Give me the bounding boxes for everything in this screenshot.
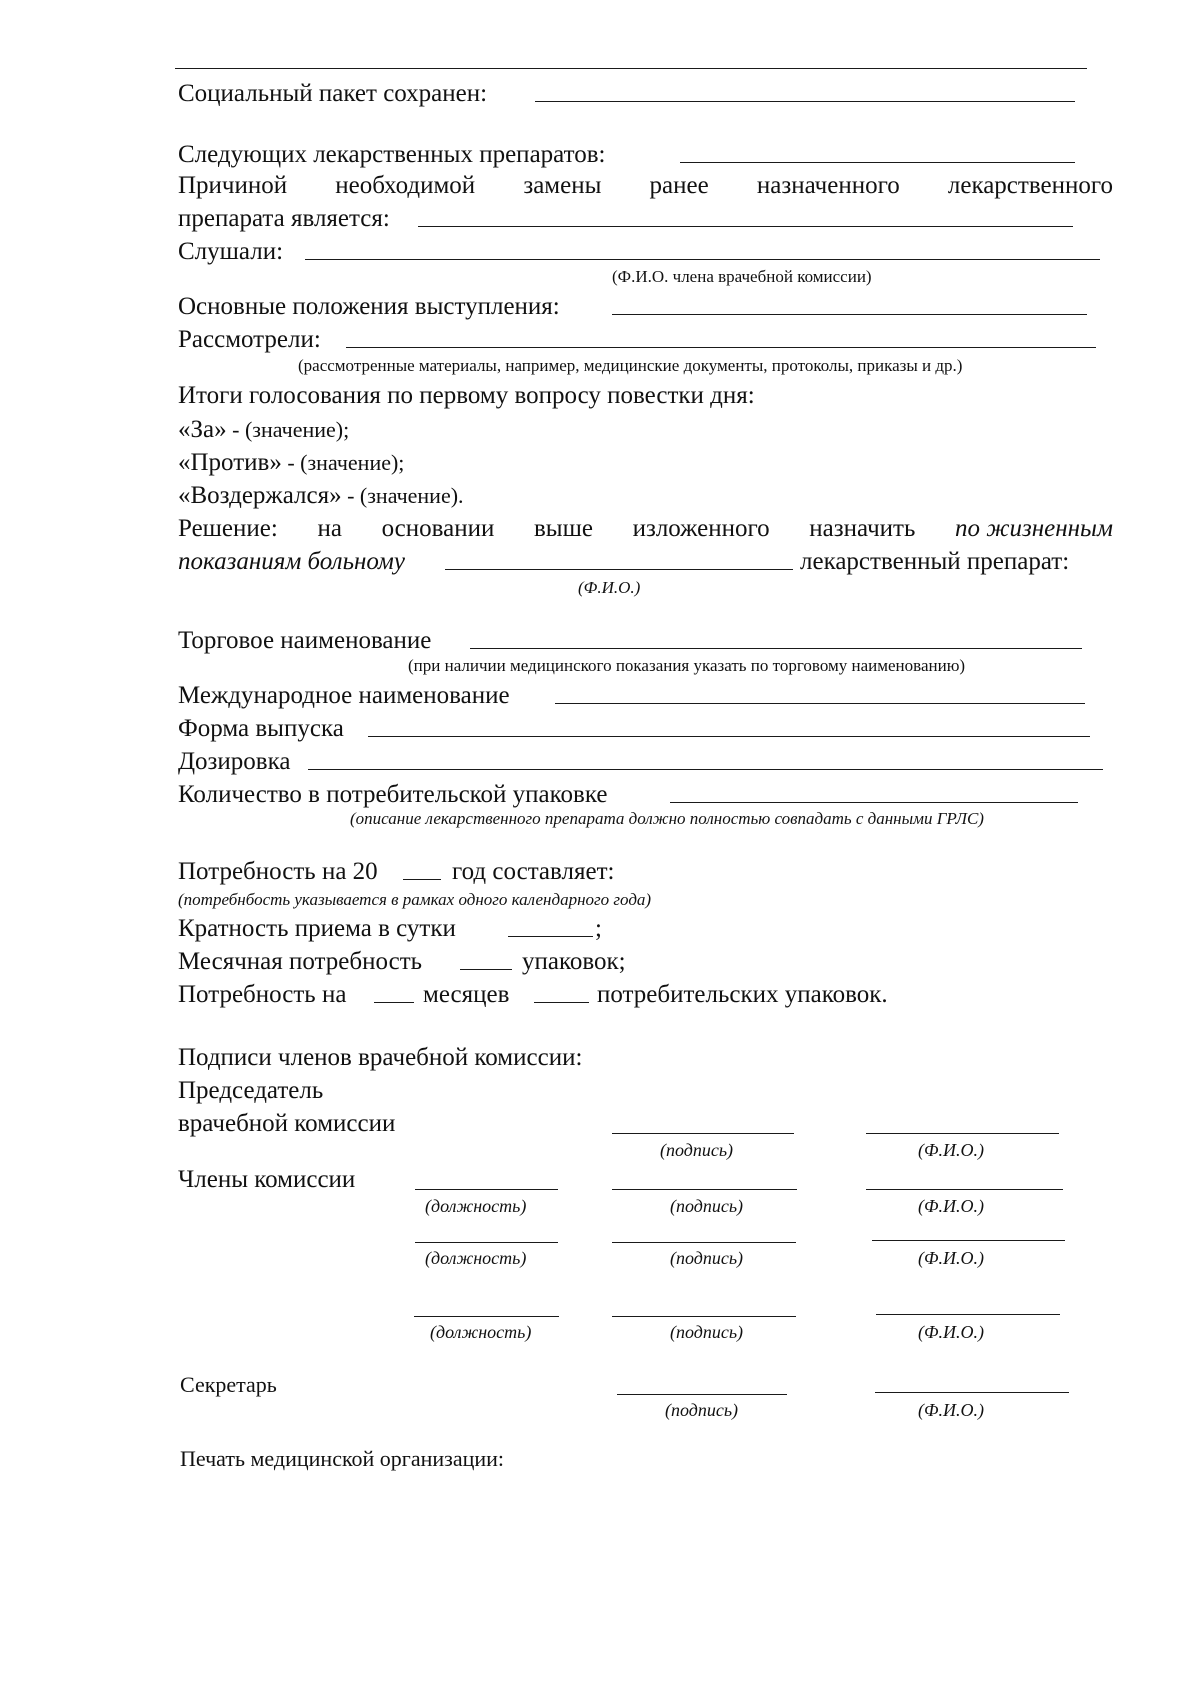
international-name-label: Международное наименование [178,682,510,709]
member-2-signature-caption: (подпись) [670,1248,744,1268]
need-caption: (потребнбость указывается в рамках одного календарного года) [178,890,652,909]
member-1-fio-caption: (Ф.И.О.) [918,1196,984,1216]
dosage-field[interactable] [308,769,1103,770]
daily-frequency-field[interactable] [508,936,593,937]
monthly-need-field[interactable] [460,969,512,970]
member-1-signature-field[interactable] [612,1189,797,1190]
decision-word: назначить [809,515,916,542]
reason-field[interactable] [418,226,1073,227]
considered-caption: (рассмотренные материалы, например, медицинские документы, протоколы, приказы и др.) [298,356,963,375]
vote-for-value: - (значение); [226,417,350,442]
considered-label: Рассмотрели: [178,326,321,353]
vote-for-label: «За» [178,416,227,443]
member-1-fio-field[interactable] [866,1189,1063,1190]
chairman-fio-caption: (Ф.И.О.) [918,1140,984,1160]
vote-abstain-line [178,481,464,511]
vote-abstain-value: - (значение). [341,483,464,508]
vote-against-label: «Против» [178,449,282,476]
package-quantity-field[interactable] [670,802,1078,803]
reason-word: назначенного [756,172,900,199]
decision-line-2-italic: показаниям больному [178,548,405,575]
decision-italic: по жизненным [954,515,1113,542]
description-caption: (описание лекарственного препарата должно полностью совпадать с данными ГРЛС) [350,809,984,828]
trade-name-label: Торговое наименование [178,627,432,654]
need-year-label-a: Потребность на 20 [178,858,378,885]
secretary-fio-field[interactable] [875,1392,1069,1393]
member-3-fio-field[interactable] [876,1314,1060,1315]
main-points-label: Основные положения выступления: [178,293,560,320]
reason-word: замены [523,172,602,199]
vote-against-line [178,448,404,478]
top-rule [175,68,1087,69]
need-months-label-c: потребительских упаковок. [597,981,888,1008]
trade-name-caption: (при наличии медицинского показания указать по торговому наименованию) [408,656,966,675]
decision-word: Решение: [178,515,278,542]
chairman-fio-field[interactable] [866,1133,1059,1134]
member-2-fio-field[interactable] [872,1240,1065,1241]
member-2-fio-caption: (Ф.И.О.) [918,1248,984,1268]
need-months-label-a: Потребность на [178,981,347,1008]
heard-caption: (Ф.И.О. члена врачебной комиссии) [612,267,872,286]
patient-fio-field[interactable] [445,569,793,570]
decision-line-2-end: лекарственный препарат: [800,548,1070,575]
heard-field[interactable] [305,259,1100,260]
reason-line-1 [178,171,1113,201]
trade-name-field[interactable] [470,648,1082,649]
decision-word: выше [534,515,593,542]
reason-word: лекарственного [947,172,1113,199]
packages-count-field[interactable] [534,1002,589,1003]
months-field[interactable] [374,1002,414,1003]
chairman-label-1: Председатель [178,1077,324,1104]
member-3-position-field[interactable] [414,1316,559,1317]
member-3-signature-field[interactable] [612,1316,796,1317]
member-1-position-caption: (должность) [425,1196,527,1216]
chairman-label-2: врачебной комиссии [178,1110,396,1137]
vote-abstain-label: «Воздержался» [178,482,342,509]
reason-word: необходимой [335,172,476,199]
need-year-label-b: год составляет: [452,858,615,885]
social-package-label: Социальный пакет сохранен: [178,80,488,107]
monthly-need-end: упаковок; [522,948,626,975]
voting-results-heading: Итоги голосования по первому вопросу повестки дня: [178,382,755,409]
secretary-label: Секретарь [180,1372,277,1397]
daily-frequency-label: Кратность приема в сутки [178,915,456,942]
heard-label: Слушали: [178,238,284,265]
considered-field[interactable] [346,347,1096,348]
member-3-position-caption: (должность) [430,1322,532,1342]
member-1-position-field[interactable] [415,1189,558,1190]
dosage-label: Дозировка [178,748,291,775]
year-field[interactable] [403,879,441,880]
reason-word: Причиной [178,172,288,199]
need-months-label-b: месяцев [423,981,510,1008]
international-name-field[interactable] [555,703,1085,704]
decision-word: изложенного [632,515,770,542]
secretary-fio-caption: (Ф.И.О.) [918,1400,984,1420]
member-3-fio-caption: (Ф.И.О.) [918,1322,984,1342]
vote-against-value: - (значение); [281,450,405,475]
seal-label: Печать медицинской организации: [180,1446,505,1471]
patient-fio-caption: (Ф.И.О.) [578,578,641,597]
release-form-field[interactable] [368,736,1090,737]
following-drugs-field[interactable] [680,162,1075,163]
member-2-position-caption: (должность) [425,1248,527,1268]
decision-line-1 [178,514,1113,544]
decision-word: основании [381,515,495,542]
reason-word: ранее [649,172,709,199]
signatures-heading: Подписи членов врачебной комиссии: [178,1044,583,1071]
decision-word: на [317,515,342,542]
secretary-signature-caption: (подпись) [665,1400,739,1420]
social-package-field[interactable] [535,101,1075,102]
reason-line-2: препарата является: [178,205,390,232]
member-2-signature-field[interactable] [612,1242,796,1243]
chairman-signature-field[interactable] [612,1133,794,1134]
main-points-field[interactable] [612,314,1087,315]
vote-for-line [178,415,349,445]
secretary-signature-field[interactable] [617,1394,787,1395]
daily-frequency-end: ; [595,915,602,942]
member-3-signature-caption: (подпись) [670,1322,744,1342]
chairman-signature-caption: (подпись) [660,1140,734,1160]
following-drugs-label: Следующих лекарственных препаратов: [178,141,606,168]
member-2-position-field[interactable] [415,1242,558,1243]
monthly-need-label: Месячная потребность [178,948,423,975]
member-1-signature-caption: (подпись) [670,1196,744,1216]
package-quantity-label: Количество в потребительской упаковке [178,781,608,808]
members-label: Члены комиссии [178,1166,356,1193]
release-form-label: Форма выпуска [178,715,344,742]
